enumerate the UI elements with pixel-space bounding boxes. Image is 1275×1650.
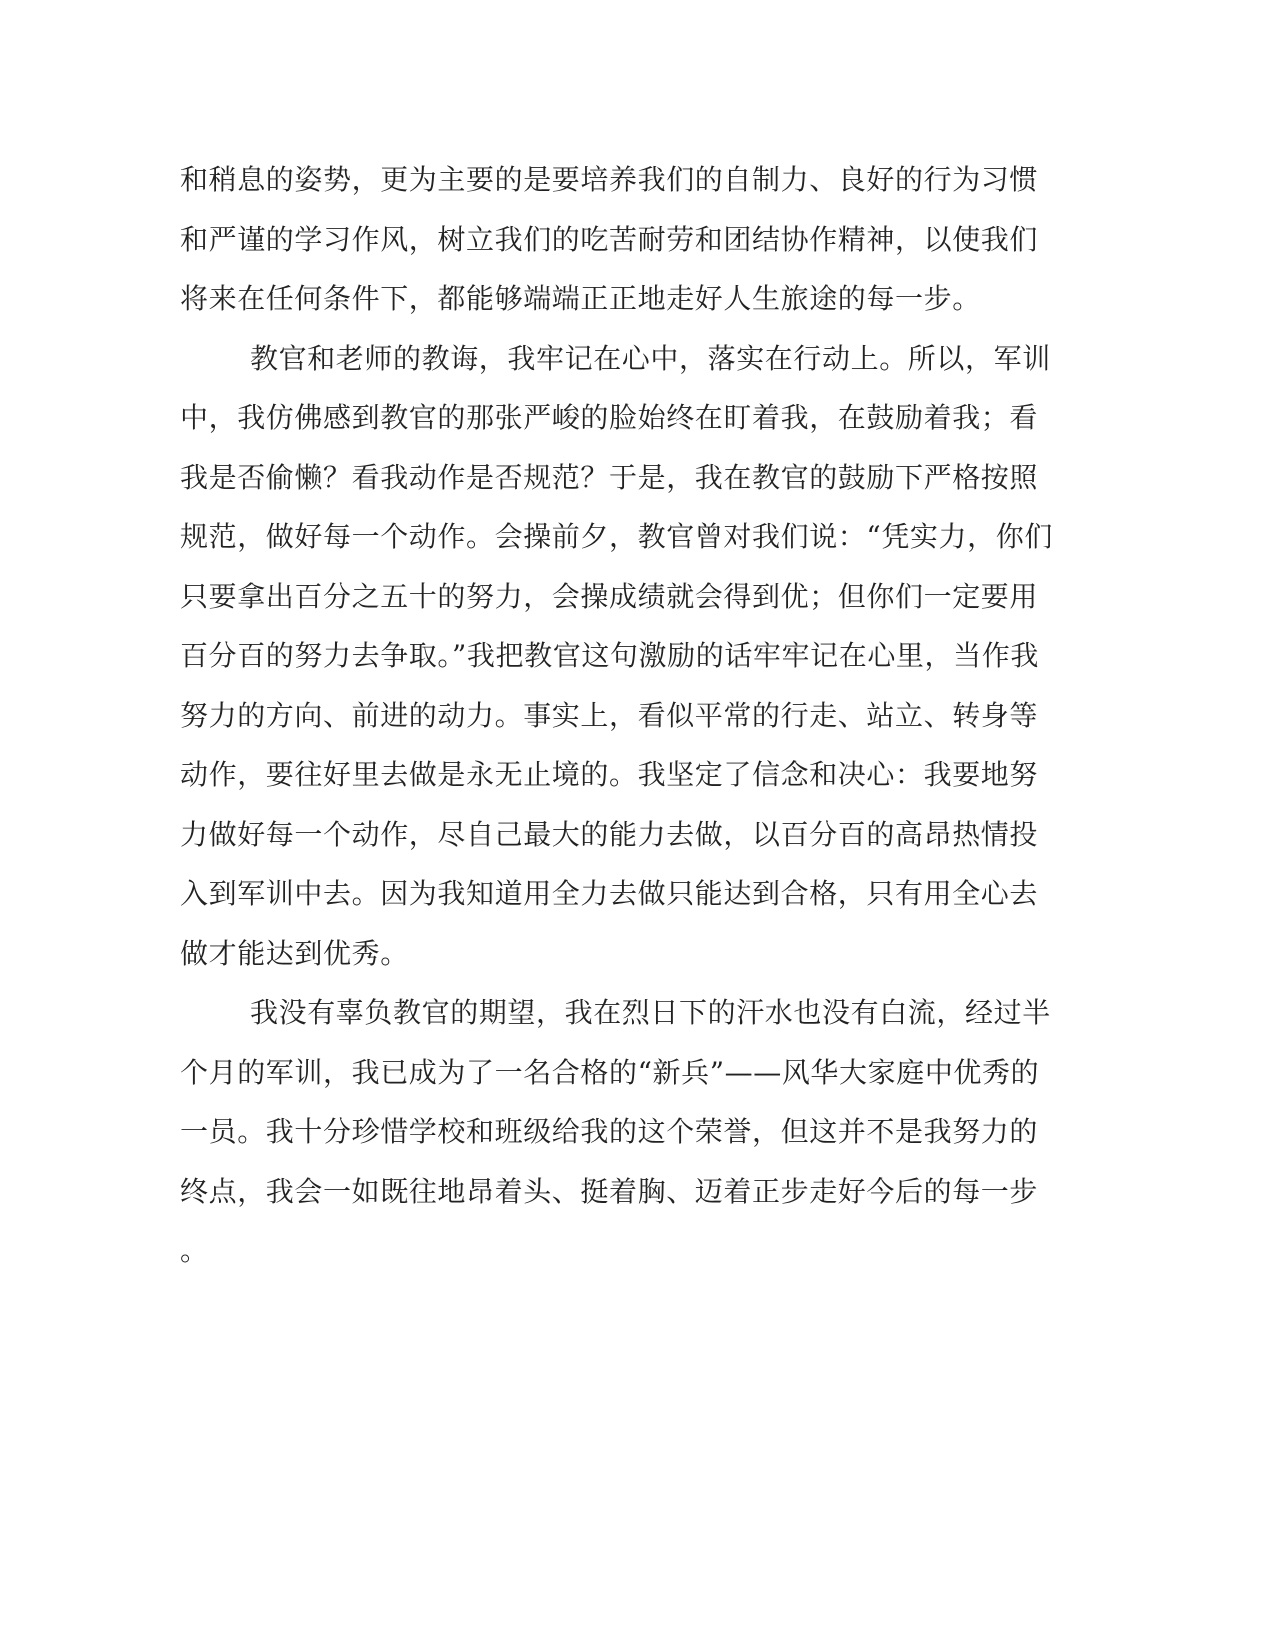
text-line: 中，我仿佛感到教官的那张严峻的脸始终在盯着我，在鼓励着我；看 bbox=[180, 401, 1039, 434]
text-line: 动作，要往好里去做是永无止境的。我坚定了信念和决心：我要地努 bbox=[180, 758, 1039, 791]
paragraph-3 bbox=[180, 983, 1051, 1281]
text-line: 教官和老师的教诲，我牢记在心中，落实在行动上。所以，军训 bbox=[250, 341, 1051, 375]
text-line: 规范，做好每一个动作。会操前夕，教官曾对我们说：“凭实力，你们 bbox=[180, 520, 1053, 553]
text-line: 入到军训中去。因为我知道用全力去做只能达到合格，只有用全心去 bbox=[180, 877, 1039, 910]
document-body bbox=[180, 150, 1053, 1281]
text-line: 个月的军训，我已成为了一名合格的“新兵”——风华大家庭中优秀的 bbox=[180, 1055, 1040, 1089]
text-line: 努力的方向、前进的动力。事实上，看似平常的行走、站立、转身等 bbox=[180, 698, 1039, 732]
text-line: 将来在任何条件下，都能够端端正正地走好人生旅途的每一步。 bbox=[180, 282, 981, 315]
text-line: 终点，我会一如既往地昂着头、挺着胸、迈着正步走好今后的每一步 bbox=[180, 1174, 1039, 1208]
text-line: 百分百的努力去争取。”我把教官这句激励的话牢牢记在心里，当作我 bbox=[180, 639, 1039, 672]
text-line: 和稍息的姿势，更为主要的是要培养我们的自制力、良好的行为习惯 bbox=[180, 163, 1039, 196]
text-line: 做才能达到优秀。 bbox=[180, 936, 409, 970]
text-line: 和严谨的学习作风，树立我们的吃苦耐劳和团结协作精神，以使我们 bbox=[180, 222, 1039, 256]
paragraph-1 bbox=[180, 150, 1040, 329]
text-line: 我没有辜负教官的期望，我在烈日下的汗水也没有白流，经过半 bbox=[250, 996, 1051, 1029]
text-line: 一员。我十分珍惜学校和班级给我的这个荣誉，但这并不是我努力的 bbox=[180, 1115, 1039, 1148]
text-line: 只要拿出百分之五十的努力，会操成绩就会得到优；但你们一定要用 bbox=[180, 579, 1039, 613]
text-line: 力做好每一个动作，尽自己最大的能力去做，以百分百的高昂热情投 bbox=[180, 817, 1039, 851]
paragraph-2 bbox=[180, 329, 1053, 984]
text-line: 。 bbox=[180, 1234, 209, 1267]
text-line: 我是否偷懒？看我动作是否规范？于是，我在教官的鼓励下严格按照 bbox=[180, 460, 1039, 494]
